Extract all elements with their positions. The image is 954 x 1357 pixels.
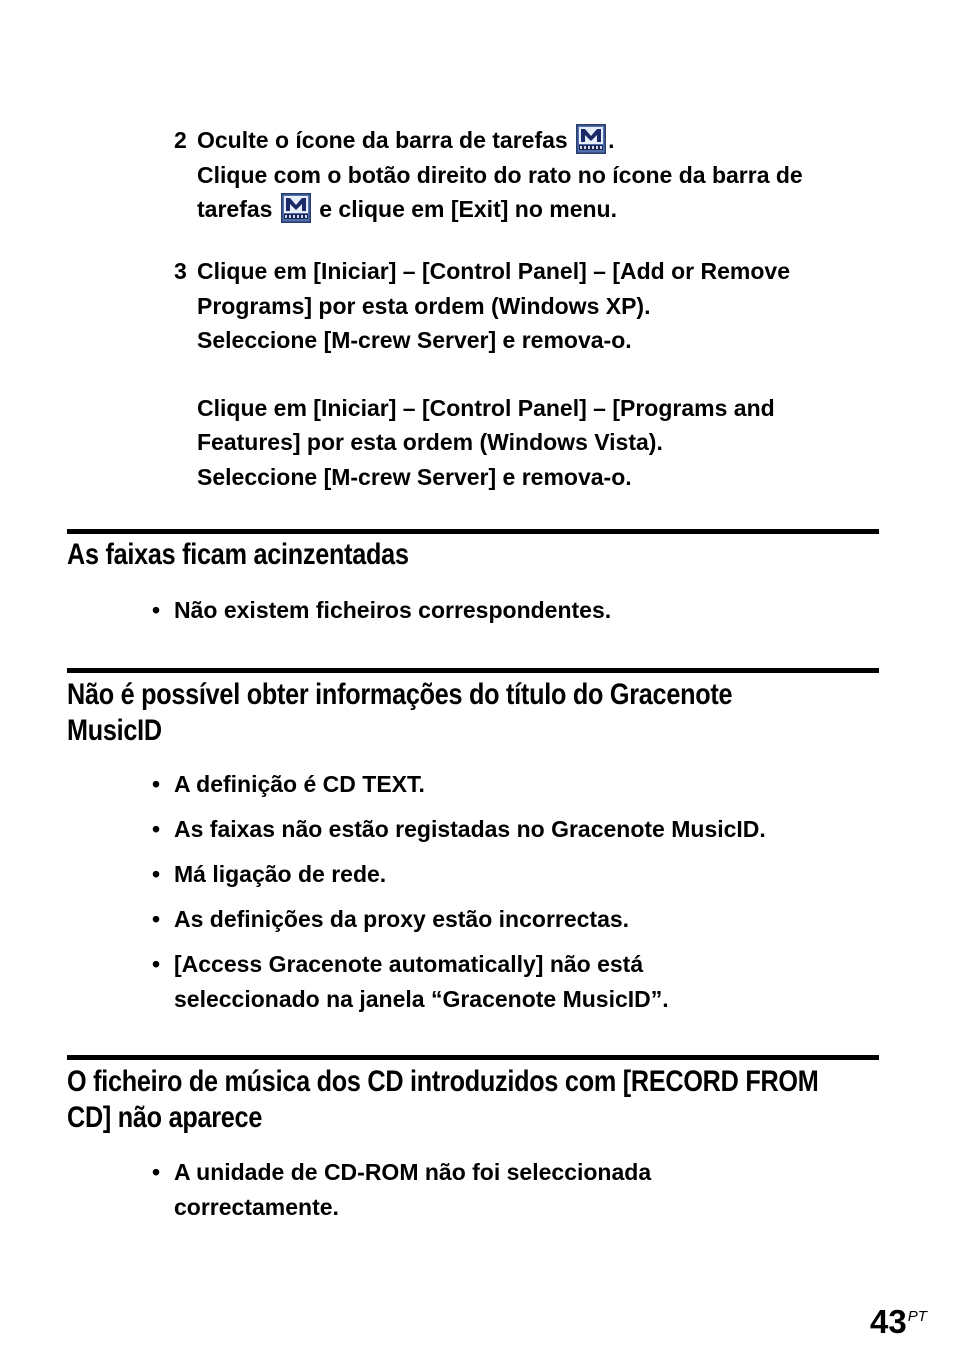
bullet-list	[152, 593, 872, 638]
m-crew-taskbar-icon	[576, 124, 606, 154]
heading-line: O ficheiro de música dos CD introduzidos com [RECORD FROM	[67, 1065, 819, 1098]
bullet-text: • [Access Gracenote automatically] não está	[174, 951, 644, 977]
step-text: Oculte o ícone da barra de tarefas	[197, 127, 568, 153]
step-line: Seleccione [M-crew Server] e remova-o.	[197, 327, 632, 353]
bullet-text: • As faixas não estão registadas no Gracenote MusicID.	[174, 816, 766, 842]
heading-line: CD] não aparece	[67, 1101, 263, 1134]
section-heading-greyed-tracks	[67, 537, 879, 573]
section-divider	[67, 668, 879, 673]
step-line	[197, 123, 874, 158]
step-line: Clique em [Iniciar] – [Control Panel] – [Add or Remove	[197, 258, 790, 284]
step-number: 2	[174, 127, 187, 153]
bullet-list	[152, 767, 872, 1027]
list-item	[152, 812, 872, 847]
list-item	[152, 902, 872, 937]
list-item	[152, 947, 872, 1016]
section-heading-record-from-cd	[67, 1064, 879, 1136]
list-item	[152, 767, 872, 802]
step-text: .	[608, 127, 615, 153]
step-2	[174, 123, 874, 227]
step-line: Seleccione [M-crew Server] e remova-o.	[197, 463, 632, 490]
heading-line: MusicID	[67, 714, 162, 747]
bullet-text: • Não existem ficheiros correspondentes.	[174, 597, 612, 623]
m-crew-taskbar-icon	[281, 193, 311, 223]
bullet-list	[152, 1155, 872, 1235]
heading-line: Não é possível obter informações do título do Gracenote	[67, 678, 733, 711]
section-divider	[67, 529, 879, 534]
page-language-suffix: PT	[907, 1308, 927, 1325]
paragraph-gap	[197, 358, 874, 391]
step-text: e clique em [Exit] no menu.	[319, 196, 617, 222]
page-number-value: 43	[870, 1303, 907, 1340]
step-line: Clique com o botão direito do rato no ícone da barra de	[197, 161, 803, 188]
step-number: 3	[174, 258, 187, 284]
list-item	[152, 1155, 872, 1224]
step-line	[197, 192, 874, 227]
section-divider	[67, 1055, 879, 1060]
bullet-text: correctamente.	[174, 1193, 339, 1220]
list-item	[152, 593, 872, 628]
step-line: Clique em [Iniciar] – [Control Panel] – [Programs and	[197, 394, 775, 421]
step-line: Programs] por esta ordem (Windows XP).	[197, 292, 651, 319]
step-3	[174, 254, 874, 494]
bullet-text: • Má ligação de rede.	[174, 861, 387, 887]
bullet-text: • As definições da proxy estão incorrectas.	[174, 906, 630, 932]
list-item	[152, 857, 872, 892]
bullet-text: • A definição é CD TEXT.	[174, 771, 425, 797]
heading-line: As faixas ficam acinzentadas	[67, 538, 409, 571]
step-text: tarefas	[197, 196, 273, 222]
section-heading-gracenote	[67, 677, 879, 749]
bullet-text: seleccionado na janela “Gracenote MusicID”.	[174, 985, 669, 1012]
step-line: Features] por esta ordem (Windows Vista).	[197, 429, 663, 455]
bullet-text: • A unidade de CD-ROM não foi seleccionada	[174, 1159, 652, 1185]
page-number	[870, 1297, 927, 1342]
